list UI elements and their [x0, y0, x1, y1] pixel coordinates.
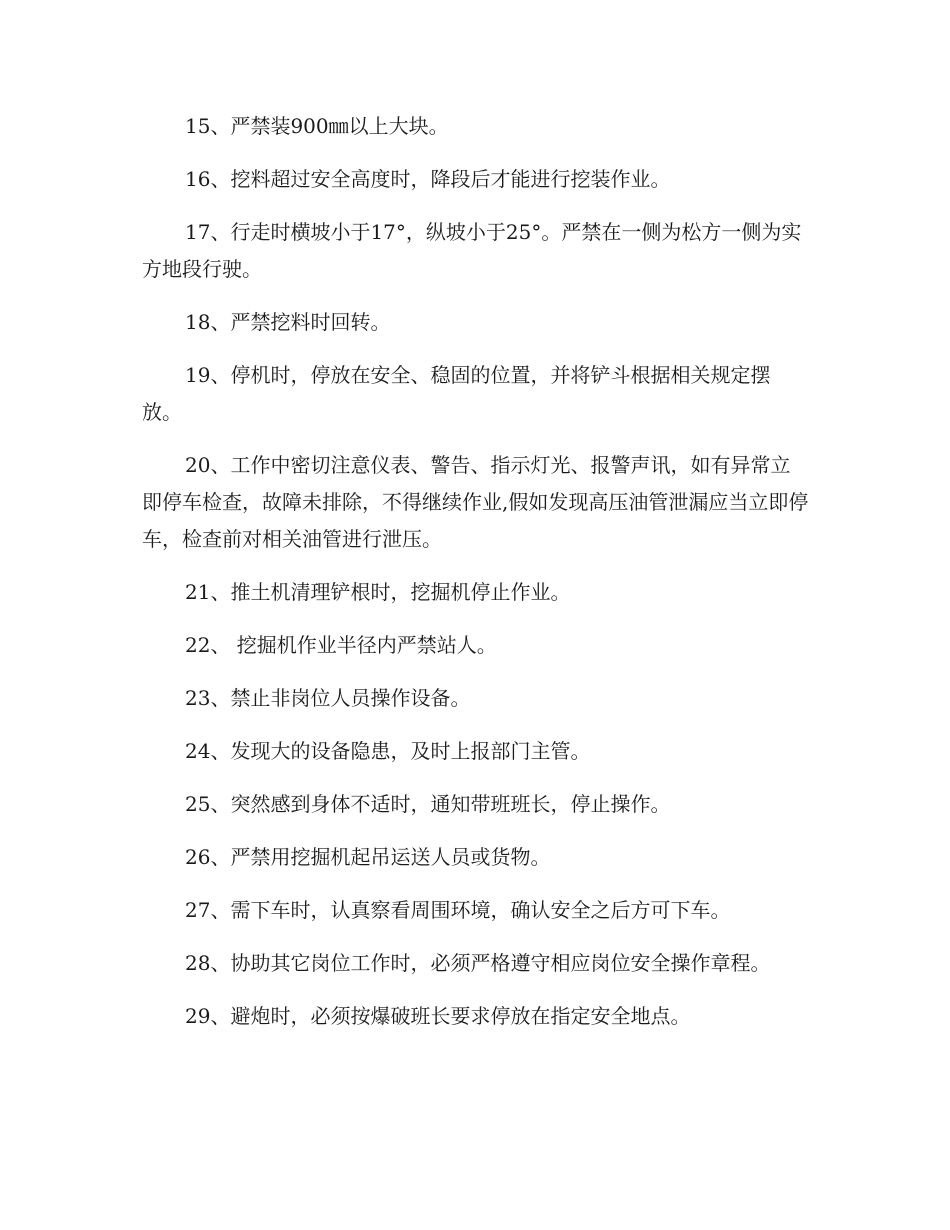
rule-item-26: 26、严禁用挖掘机起吊运送人员或货物。	[185, 845, 551, 869]
rule-item-15: 15、严禁装900㎜以上大块。	[185, 114, 449, 138]
rule-item-23: 23、禁止非岗位人员操作设备。	[185, 686, 471, 710]
rule-item-24: 24、发现大的设备隐患，及时上报部门主管。	[185, 739, 591, 763]
rule-item-29: 29、避炮时，必须按爆破班长要求停放在指定安全地点。	[185, 1004, 691, 1028]
rule-item-17: 17、行走时横坡小于17°，纵坡小于25°。严禁在一侧为松方一侧为实方地段行驶。	[142, 220, 802, 281]
rule-item-19: 19、停机时，停放在安全、稳固的位置，并将铲斗根据相关规定摆放。	[142, 363, 771, 424]
rule-item-16: 16、挖料超过安全高度时，降段后才能进行挖装作业。	[185, 167, 671, 191]
rule-item-18: 18、严禁挖料时回转。	[185, 310, 391, 334]
document-body	[142, 108, 810, 1051]
rule-item-20: 20、工作中密切注意仪表、警告、指示灯光、报警声讯，如有异常立即停车检查，故障未排除，不得继续作业,假如发现高压油管泄漏应当立即停车，检查前对相关油管进行泄压。	[142, 453, 809, 551]
rule-item-21: 21、推土机清理铲根时，挖掘机停止作业。	[185, 580, 571, 604]
rule-item-22: 22、 挖掘机作业半径内严禁站人。	[185, 633, 497, 657]
rule-item-28: 28、协助其它岗位工作时，必须严格遵守相应岗位安全操作章程。	[185, 951, 771, 975]
rule-item-25: 25、突然感到身体不适时，通知带班班长，停止操作。	[185, 792, 671, 816]
rule-item-27: 27、需下车时，认真察看周围环境，确认安全之后方可下车。	[185, 898, 731, 922]
